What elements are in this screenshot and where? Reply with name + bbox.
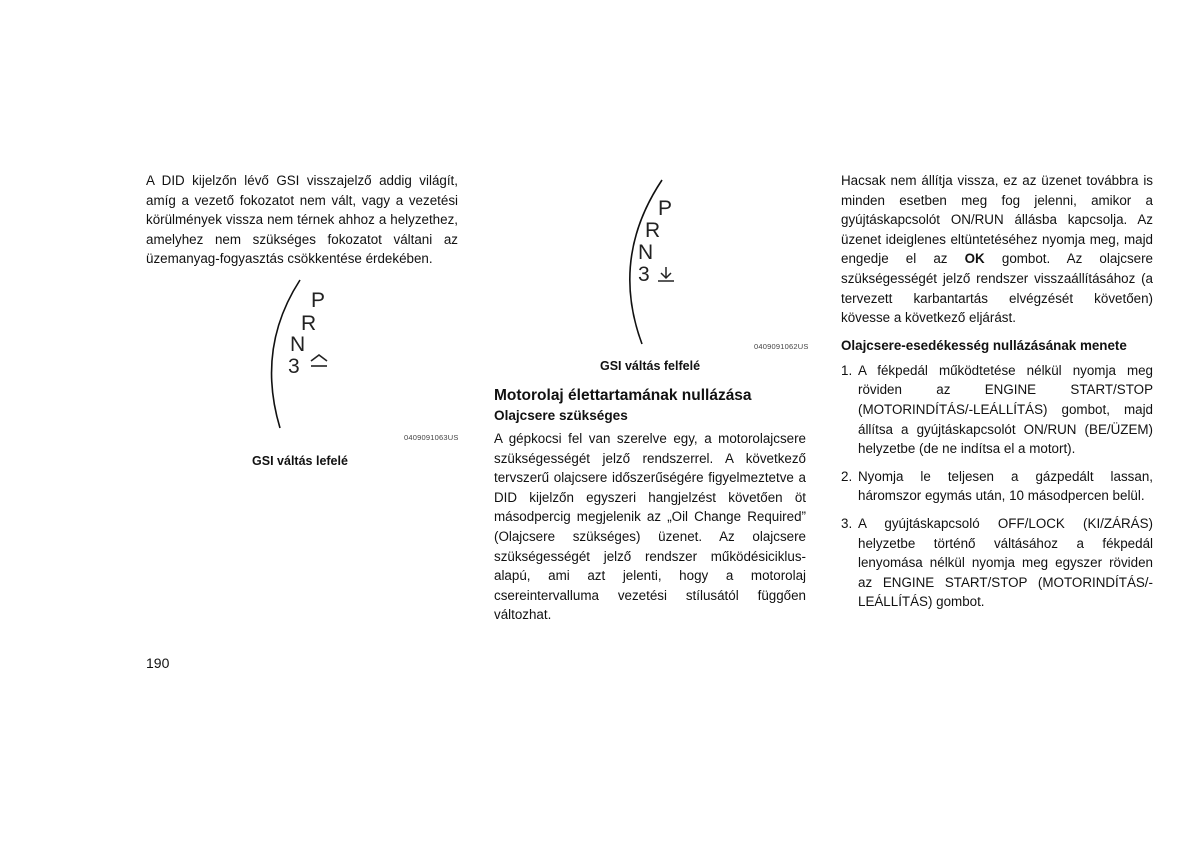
gear-label-3: 3 (288, 355, 300, 378)
page-number: 190 (146, 655, 170, 671)
gear-label-n: N (638, 241, 654, 264)
figure-caption: GSI váltás felfelé (599, 359, 701, 373)
step-text: A fékpedál működtetése nélkül nyomja meg röviden az ENGINE START/STOP (MOTORINDÍTÁS/-LEÁLLÍTÁS) gombot, majd állítsa a gyújtáskapcsolót ON/RUN (BE/ÜZEM) helyzetbe (de ne indítsa el a motort). (858, 362, 1153, 457)
gsi-paragraph: A DID kijelzőn lévő GSI visszajelző addig világít, amíg a vezető fokozatot nem vált, vagy a vezetési körülmények vissza nem térnek ahhoz a helyzethez, amelyhez nem szükséges fokozatot váltani az üzemanyag-fogyasztás csökkentése érdekében. (146, 173, 458, 267)
column-middle (494, 386, 806, 625)
gsi-shift-up-figure (620, 178, 812, 352)
procedure-steps (841, 361, 1153, 612)
column-right (841, 171, 1153, 620)
step-text: Nyomja le teljesen a gázpedált lassan, háromszor egymás után, 10 másodpercen belül. (858, 468, 1153, 504)
figure-caption: GSI váltás lefelé (252, 454, 348, 468)
intro-text-after: gombot. Az olajcsere szükségességét jelző rendszer visszaállításához (a tervezett karbantartás elvégzését követően) kövesse a következő eljárást. (841, 251, 1153, 326)
gear-label-n: N (290, 333, 306, 356)
section-subheading: Olajcsere szükséges (494, 408, 628, 423)
step-number: 1. (841, 362, 853, 378)
section-heading: Motorolaj élettartamának nullázása (494, 387, 752, 404)
intro-text-before: Hacsak nem állítja vissza, ez az üzenet továbbra is minden esetben meg fog jelenni, amikor a gyújtáskapcsolót ON/RUN állásba kapcsolja. Az üzenet ideiglenes eltüntetéséhez nyomja meg, majd engedje el az (841, 173, 1153, 267)
gear-label-3: 3 (638, 263, 650, 286)
step-text: A gyújtáskapcsoló OFF/LOCK (KI/ZÁRÁS) helyzetbe történő váltásához a fékpedál lenyomása nélkül nyomja meg egyszer röviden az ENGINE START/STOP (MOTORINDÍTÁS/-LEÁLLÍTÁS) gombot. (858, 515, 1153, 610)
procedure-heading: Olajcsere-esedékesség nullázásának menete (841, 337, 1127, 353)
gear-label-p: P (658, 197, 673, 220)
shift-up-icon (656, 266, 676, 284)
oil-change-paragraph: A gépkocsi fel van szerelve egy, a motorolajcsere szükségességét jelző rendszerrel. A következő tervszerű olajcsere időszerűségére figyelmeztetve a DID kijelzőn egyszeri hangjelzést követően öt másodpercig megjelenik az „Oil Change Required” (Olajcsere szükséges) üzenet. Az olajcsere szükségességét jelző rendszer működésiciklus-alapú, ami azt jelenti, hogy a motorolaj csereintervalluma vezetési stílusától függően változhat. (494, 431, 806, 623)
gear-label-p: P (311, 289, 326, 312)
reset-intro-paragraph (841, 171, 1153, 328)
step-number: 3. (841, 515, 853, 531)
list-item (841, 361, 1153, 459)
figure-code: 0409091063US (404, 433, 459, 442)
shift-down-icon (309, 353, 329, 369)
list-item (841, 514, 1153, 612)
list-item (841, 467, 1153, 506)
figure-code: 0409091062US (754, 342, 809, 351)
step-number: 2. (841, 468, 853, 484)
column-left (146, 171, 458, 269)
gsi-shift-down-figure (268, 278, 460, 444)
gear-label-r: R (301, 312, 317, 335)
gear-label-r: R (645, 219, 661, 242)
ok-button-label: OK (964, 251, 985, 267)
